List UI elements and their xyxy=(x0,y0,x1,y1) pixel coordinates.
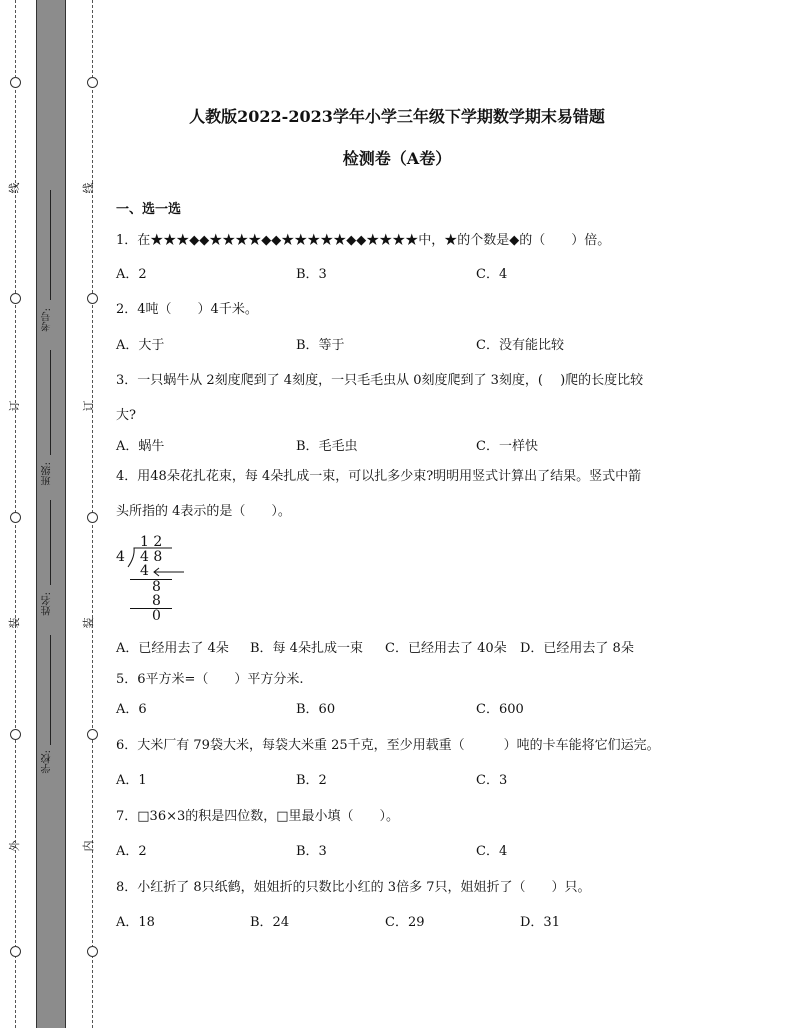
q4-option-b: B．每 4朵扎成一束 xyxy=(250,641,363,656)
q7-option-a: A．2 xyxy=(116,844,147,859)
section-heading: 一、选一选 xyxy=(116,202,182,217)
margin-char-ding: 订 xyxy=(82,400,95,412)
division-step2: 8 xyxy=(152,579,161,595)
q6-option-c: C．3 xyxy=(476,773,508,788)
division-divisor: 4 xyxy=(116,549,125,565)
division-rule xyxy=(130,579,172,580)
q1-option-a: A．2 xyxy=(116,267,147,282)
division-rule xyxy=(130,608,172,609)
exam-number-label: 考号: xyxy=(42,308,53,332)
name-label: 姓名: xyxy=(42,592,53,616)
binding-hole xyxy=(10,729,21,740)
question-2: 2．4吨（ ）4千米。 xyxy=(116,302,258,317)
question-5: 5．6平方米=（ ）平方分米. xyxy=(116,672,304,687)
division-quotient: 1 2 xyxy=(140,534,163,550)
q2-option-c: C．没有能比较 xyxy=(476,338,564,353)
arrow-icon xyxy=(150,566,186,578)
q7-option-b: B．3 xyxy=(296,844,327,859)
question-6: 6．大米厂有 79袋大米，每袋大米重 25千克，至少用载重（ ）吨的卡车能将它们运完。 xyxy=(116,738,660,753)
q5-option-b: B．60 xyxy=(296,702,336,717)
q7-option-c: C．4 xyxy=(476,844,508,859)
binding-hole xyxy=(87,293,98,304)
binding-hole xyxy=(87,946,98,957)
binding-hole xyxy=(10,293,21,304)
margin-char-xian: 线 xyxy=(82,182,95,194)
question-3-line2: 大? xyxy=(116,408,136,423)
division-step1: 4 xyxy=(140,563,149,579)
field-underline xyxy=(50,635,51,745)
school-label: 学校: xyxy=(42,750,53,774)
margin-char-zhuang: 装 xyxy=(82,617,95,629)
field-underline xyxy=(50,350,51,455)
q1-option-b: B．3 xyxy=(296,267,327,282)
long-division-figure xyxy=(114,534,194,624)
question-4-line1: 4．用48朵花扎花束，每 4朵扎成一束，可以扎多少束?明明用竖式计算出了结果。竖式中箭 xyxy=(116,469,642,484)
q8-option-b: B．24 xyxy=(250,915,290,930)
q3-option-a: A．蜗牛 xyxy=(116,439,165,454)
q2-option-b: B．等于 xyxy=(296,338,345,353)
q6-option-a: A．1 xyxy=(116,773,147,788)
q4-option-d: D．已经用去了 8朵 xyxy=(520,641,634,656)
binding-hole xyxy=(10,77,21,88)
margin-char-ding: 订 xyxy=(8,400,21,412)
class-label: 班级: xyxy=(42,462,53,486)
margin-char-zhuang: 装 xyxy=(8,617,21,629)
question-3-line1: 3．一只蜗牛从 2刻度爬到了 4刻度，一只毛毛虫从 0刻度爬到了 3刻度，( )爬的长度比较 xyxy=(116,373,644,388)
margin-char-nei: 内 xyxy=(82,840,95,852)
q6-option-b: B．2 xyxy=(296,773,327,788)
question-1: 1．在★★★◆◆★★★★◆◆★★★★★◆◆★★★★中，★的个数是◆的（ ）倍。 xyxy=(116,233,611,248)
q3-option-b: B．毛毛虫 xyxy=(296,439,358,454)
binding-hole xyxy=(10,512,21,523)
q5-option-a: A．6 xyxy=(116,702,147,717)
question-8: 8．小红折了 8只纸鹤，姐姐折的只数比小红的 3倍多 7只，姐姐折了（ ）只。 xyxy=(116,880,591,895)
q4-option-c: C．已经用去了 40朵 xyxy=(385,641,507,656)
binding-hole xyxy=(87,77,98,88)
q5-option-c: C．600 xyxy=(476,702,524,717)
binding-hole xyxy=(87,512,98,523)
q8-option-c: C．29 xyxy=(385,915,425,930)
question-4-line2: 头所指的 4表示的是（ ）。 xyxy=(116,504,291,519)
division-dividend: 4 8 xyxy=(140,549,163,565)
q8-option-a: A．18 xyxy=(116,915,155,930)
q1-option-c: C．4 xyxy=(476,267,508,282)
division-step3: 8 xyxy=(152,593,161,609)
page-title: 人教版2022-2023学年小学三年级下学期数学期末易错题 xyxy=(189,107,605,126)
binding-hole xyxy=(87,729,98,740)
binding-hole xyxy=(10,946,21,957)
q3-option-c: C．一样快 xyxy=(476,439,538,454)
division-remainder: 0 xyxy=(152,608,161,624)
q2-option-a: A．大于 xyxy=(116,338,165,353)
margin-char-wai: 外 xyxy=(8,840,21,852)
q8-option-d: D．31 xyxy=(520,915,560,930)
margin-char-xian: 线 xyxy=(8,182,21,194)
field-underline xyxy=(50,190,51,300)
page-subtitle: 检测卷（A卷） xyxy=(342,149,452,168)
question-7: 7．□36×3的积是四位数，□里最小填（ ）。 xyxy=(116,809,400,824)
field-underline xyxy=(50,500,51,585)
q4-option-a: A．已经用去了 4朵 xyxy=(116,641,229,656)
